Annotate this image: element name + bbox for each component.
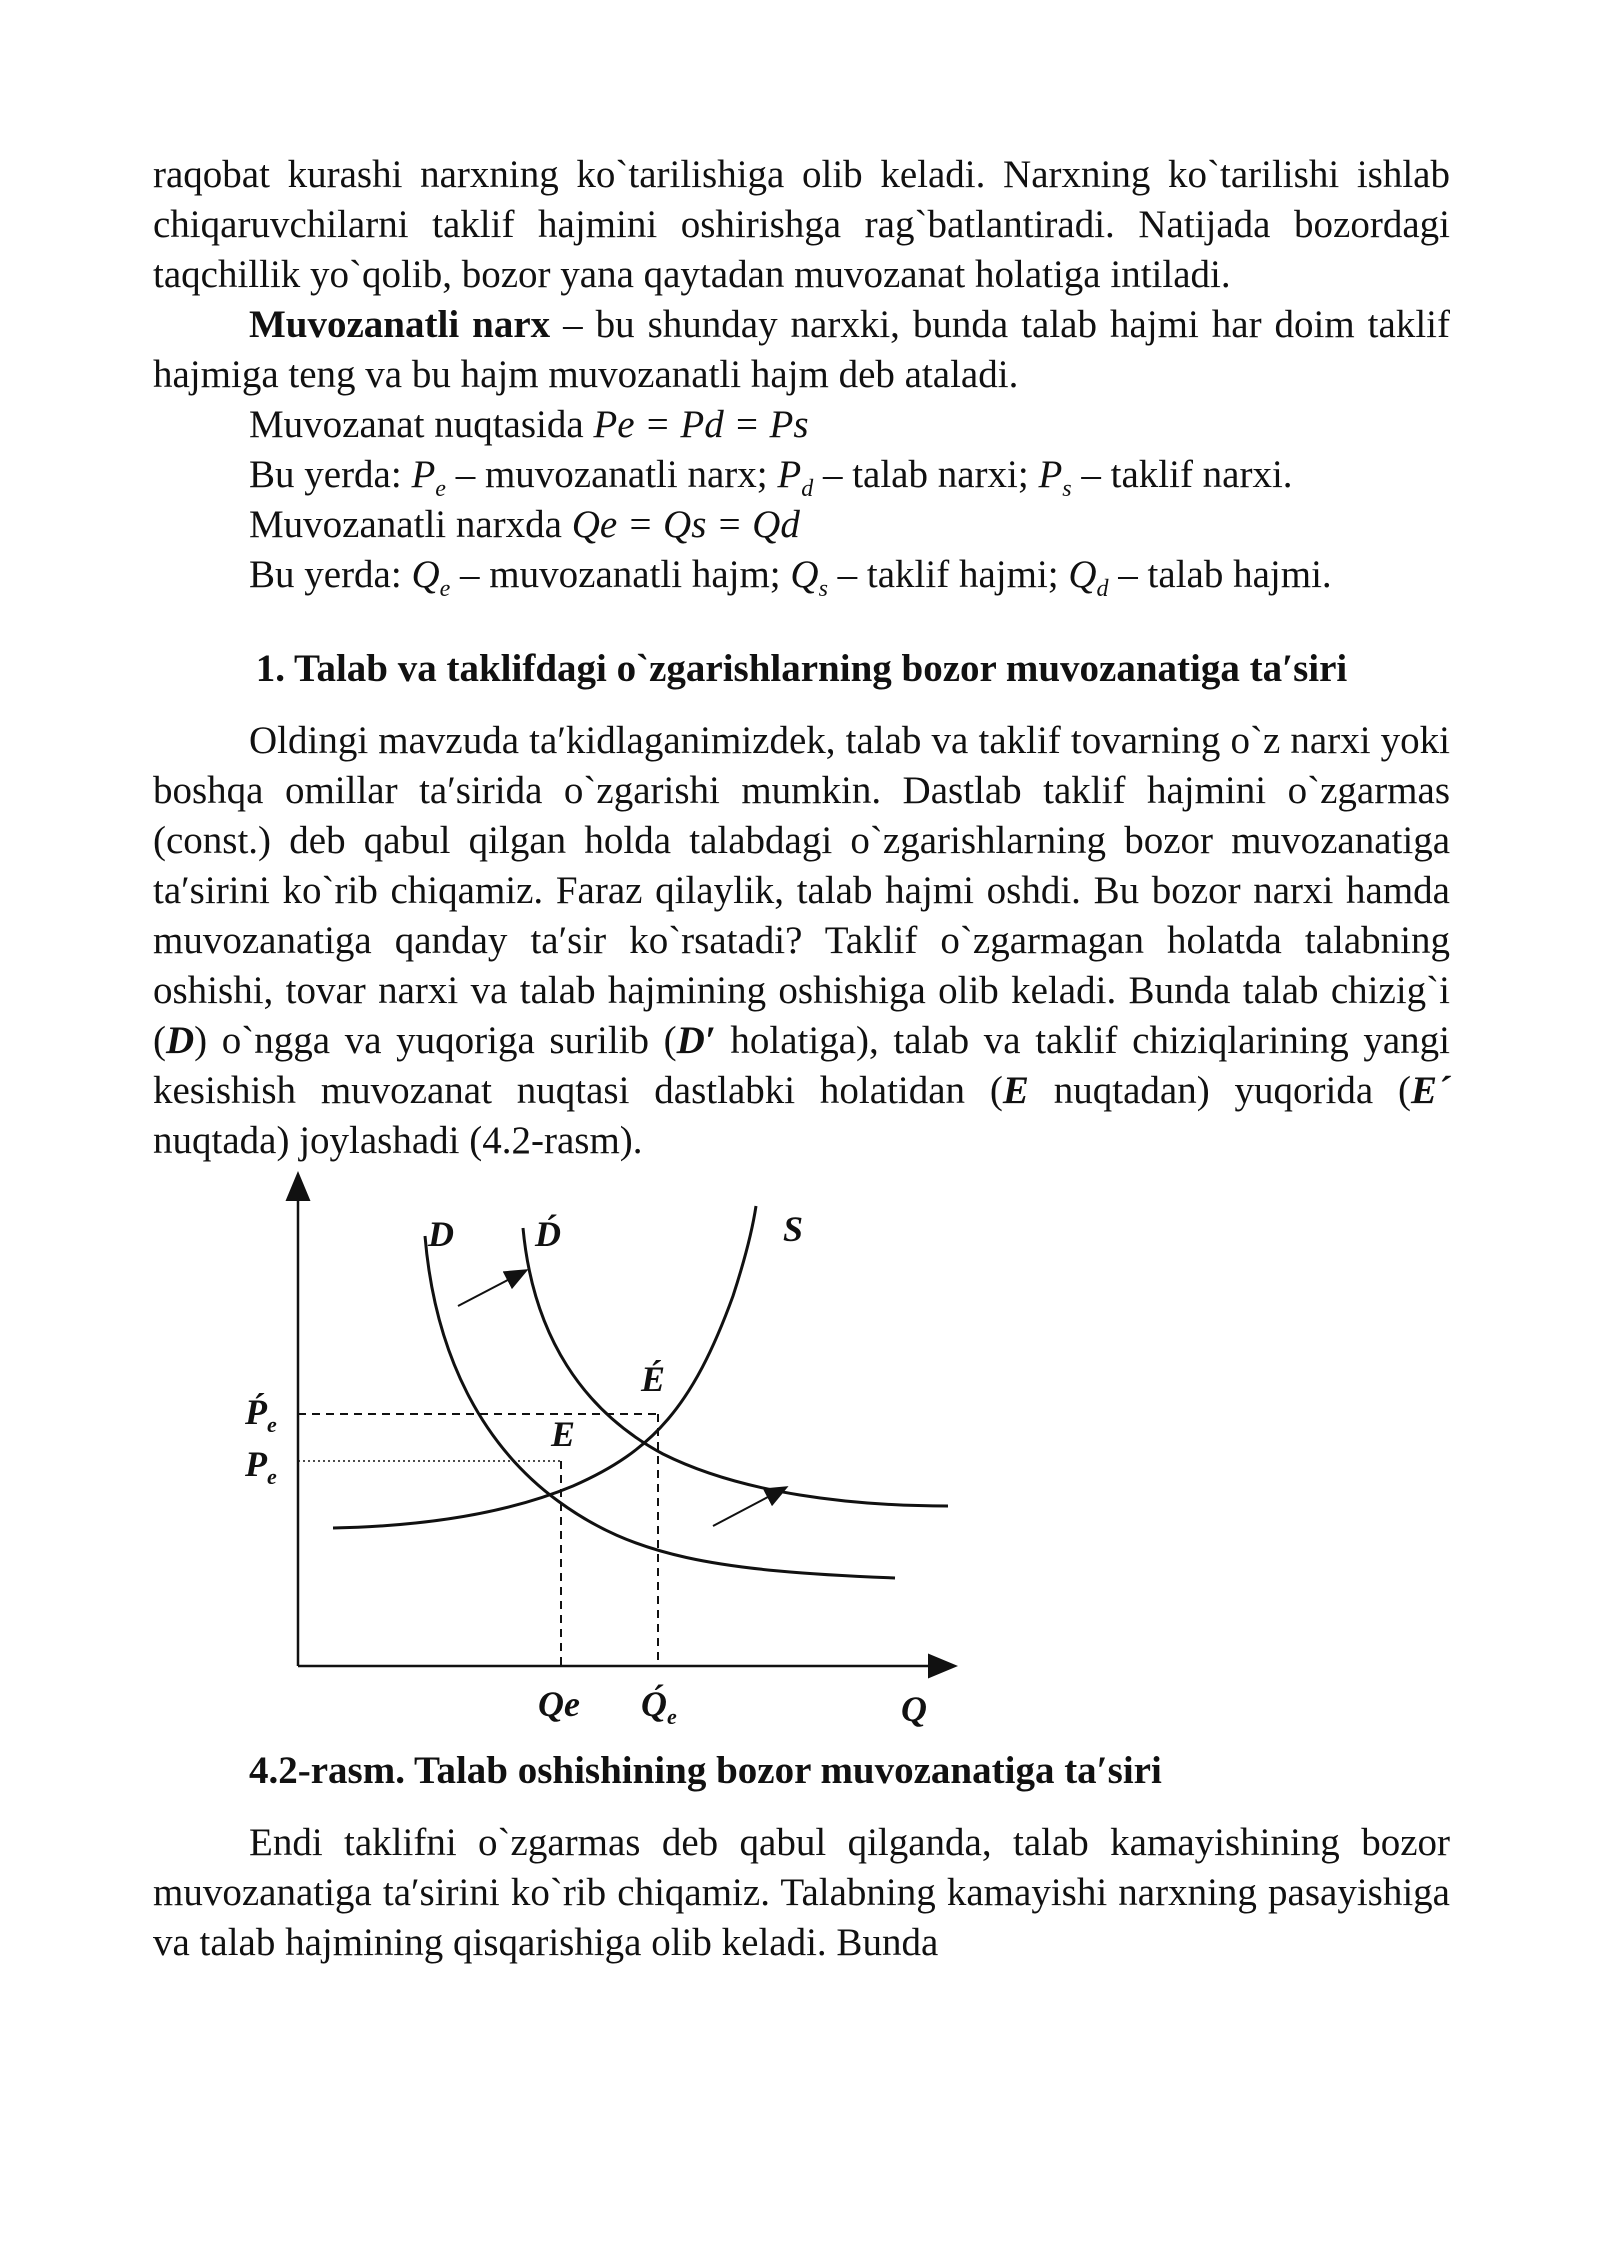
label-qe-prime: $Q́_e$: [641, 1684, 677, 1729]
symbol-p: P: [777, 453, 802, 496]
definition-term: Muvozanatli narx: [249, 303, 551, 346]
paragraph-demand-decrease: Endi taklifni o`zgarmas deb qabul qilganda, talab kamayishining bozor muvozanatiga ta′sirini ko`rib chiqamiz. Talabning kamayishi narxning pasayishiga va talab hajmining qisqarishiga olib keladi. Bunda: [153, 1821, 1450, 1964]
label-q: Q: [901, 1689, 927, 1729]
equation-formula: Pe = Pd = Ps: [593, 403, 809, 446]
symbol-e: E: [1002, 1069, 1029, 1112]
symbol-description: – talab narxi;: [813, 453, 1039, 496]
symbol-d: D: [166, 1019, 195, 1062]
symbol-subscript: d: [1096, 575, 1109, 602]
supply-demand-diagram: [153, 1166, 1450, 1746]
where-prefix: Bu yerda:: [249, 453, 412, 496]
shift-arrow-upper: [458, 1271, 525, 1306]
symbol-subscript: d: [801, 475, 814, 502]
where-line-1: [153, 450, 1450, 500]
paragraph-demand-change: [153, 716, 1450, 1166]
where-prefix: Bu yerda:: [249, 553, 412, 596]
symbol-subscript: s: [1062, 475, 1072, 502]
symbol-description: – muvozanatli narx;: [445, 453, 778, 496]
text-run: Oldingi mavzuda ta′kidlaganimizdek, talab va taklif tovarning o`z narxi yoki boshqa omillar ta′sirida o`zgarishi mumkin. Dastlab taklif hajmini o`zgarmas (const.) deb qabul qilgan holda talabdagi o`zgarishlarning bozor muvozanatiga ta′sirini ko`rib chiqamiz. Faraz qilaylik, talab hajmi oshdi. Bu bozor narxi hamda muvozanatiga qanday ta′sir ko`rsatadi? Taklif o`zgarmagan holatda talabning oshishi, tovar narxi va talab hajmining oshishiga olib keladi. Bunda talab chizig`i (: [153, 719, 1450, 1062]
label-d: D: [428, 1214, 454, 1254]
label-qe: Qe: [538, 1684, 580, 1724]
definition-paragraph: [153, 300, 1450, 400]
symbol-p: P: [1038, 453, 1063, 496]
symbol-description: – muvozanatli hajm;: [450, 553, 791, 596]
document-page: [153, 150, 1450, 1968]
supply-curve-s: [333, 1206, 756, 1528]
paragraph-intro: raqobat kurashi narxning ko`tarilishiga olib keladi. Narxning ko`tarilishi ishlab chiqaruvchilarni taklif hajmini oshirishga rag`batlantiradi. Natijada bozordagi taqchillik yo`qolib, bozor yana qaytadan muvozanat holatiga intiladi.: [153, 153, 1450, 296]
label-pe-prime: Ṕ$_e$: [245, 1392, 277, 1437]
symbol-subscript: e: [439, 575, 451, 602]
label-pe: $P_e$: [245, 1444, 277, 1489]
supply-demand-figure: [153, 1166, 1450, 1746]
definition-text: – bu shunday narxki, bunda talab hajmi har doim taklif hajmiga teng va bu hajm muvozanatli hajm deb ataladi.: [153, 303, 1450, 396]
symbol-subscript: s: [818, 575, 828, 602]
label-s: S: [783, 1209, 804, 1249]
text-run: nuqtadan) yuqorida (: [1028, 1069, 1411, 1112]
shift-arrow-lower: [713, 1488, 785, 1526]
label-e: E: [551, 1414, 576, 1454]
label-d-prime: D́: [535, 1214, 561, 1254]
figure-caption: 4.2-rasm. Talab oshishining bozor muvozanatiga ta′siri: [249, 1749, 1162, 1792]
symbol-description: – talab hajmi.: [1108, 553, 1332, 596]
symbol-description: – taklif narxi.: [1071, 453, 1293, 496]
section-heading: 1. Talab va taklifdagi o`zgarishlarning bozor muvozanatiga ta′siri: [255, 647, 1348, 690]
demand-curve-d-prime: [523, 1228, 948, 1506]
symbol-q: Q: [411, 553, 440, 596]
symbol-d-prime: D′: [676, 1019, 716, 1062]
symbol-q: Q: [1068, 553, 1097, 596]
text-run: ) o`ngga va yuqoriga surilib (: [194, 1019, 677, 1062]
where-line-2: [153, 550, 1450, 600]
equation-label: Muvozanat nuqtasida: [249, 403, 594, 446]
label-e-prime: É: [641, 1359, 666, 1399]
symbol-subscript: e: [435, 475, 446, 502]
symbol-q: Q: [790, 553, 819, 596]
symbol-e-prime: E´: [1410, 1069, 1450, 1112]
text-run: nuqtada) joylashadi (4.2-rasm).: [153, 1119, 643, 1162]
symbol-description: – taklif hajmi;: [827, 553, 1069, 596]
text-run: holatiga), talab va taklif chiziqlarining yangi kesishish muvozanat nuqtasi dastlabki holatidan (: [153, 1019, 1450, 1112]
equation-line-1: [153, 400, 1450, 450]
symbol-p: P: [411, 453, 436, 496]
equation-formula: Qe = Qs = Qd: [571, 503, 800, 546]
equation-label: Muvozanatli narxda: [249, 503, 572, 546]
equation-line-2: [153, 500, 1450, 550]
